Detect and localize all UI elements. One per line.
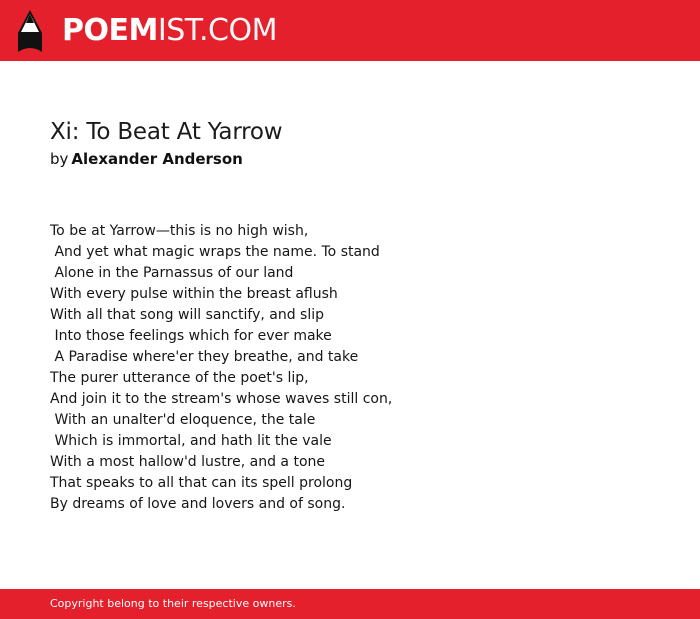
poem-line: Which is immortal, and hath lit the vale <box>50 433 332 449</box>
poem-line: By dreams of love and lovers and of song. <box>50 496 346 512</box>
poem-title: Xi: To Beat At Yarrow <box>50 119 283 145</box>
poem-content <box>50 118 670 515</box>
poem-line: That speaks to all that can its spell prolong <box>50 475 353 491</box>
poem-line: A Paradise where'er they breathe, and take <box>50 349 359 365</box>
poem-line: With all that song will sanctify, and slip <box>50 307 325 323</box>
site-brand <box>62 13 277 48</box>
poem-line: And join it to the stream's whose waves still con, <box>50 391 393 407</box>
by-label: by <box>50 150 69 168</box>
poem-byline <box>50 149 670 169</box>
site-logo-link[interactable] <box>17 8 277 54</box>
poem-line: With every pulse within the breast aflush <box>50 286 338 302</box>
poem-line: The purer utterance of the poet's lip, <box>50 370 309 386</box>
poem-line: Alone in the Parnassus of our land <box>50 265 294 281</box>
pencil-logo-icon <box>17 9 43 53</box>
poem-author: Alexander Anderson <box>71 150 243 168</box>
brand-light-text: IST.COM <box>157 13 277 48</box>
poem-text <box>50 221 670 515</box>
poem-line: With an unalter'd eloquence, the tale <box>50 412 316 428</box>
site-header <box>0 0 700 61</box>
poem-line: Into those feelings which for ever make <box>50 328 332 344</box>
poem-line: To be at Yarrow—this is no high wish, <box>50 223 309 239</box>
site-footer <box>0 589 700 619</box>
poem-line: And yet what magic wraps the name. To stand <box>50 244 380 260</box>
poem-line: With a most hallow'd lustre, and a tone <box>50 454 326 470</box>
brand-bold-text: POEM <box>62 13 158 48</box>
copyright-text: Copyright belong to their respective owners. <box>50 597 296 610</box>
